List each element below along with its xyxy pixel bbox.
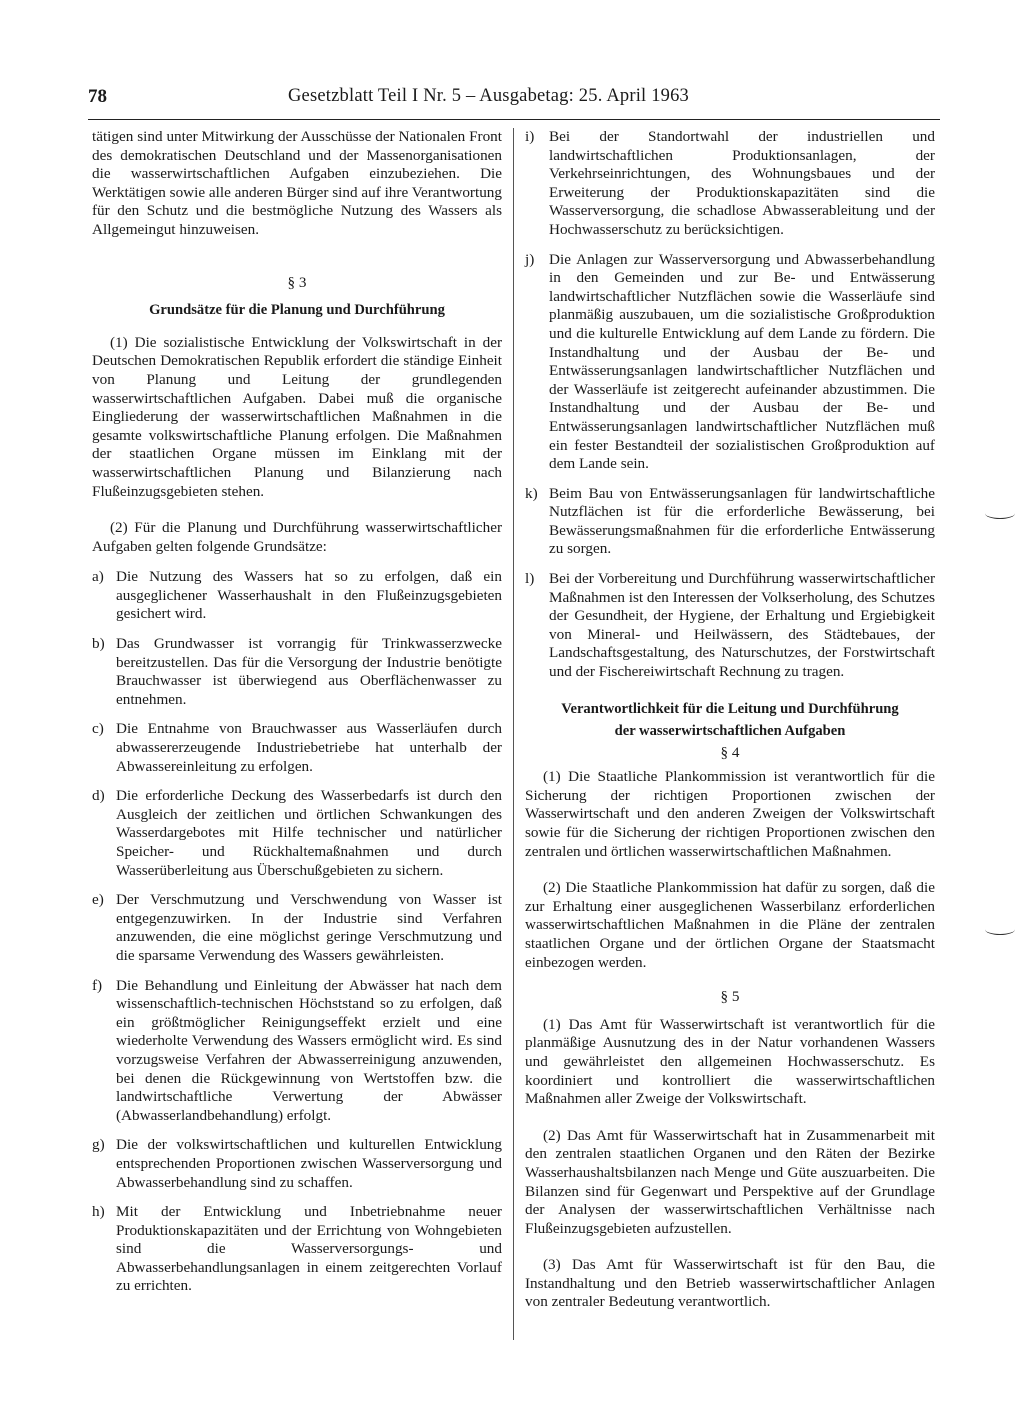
list-marker: e): [92, 891, 104, 909]
section-3-heading: Grundsätze für die Planung und Durchführung: [149, 302, 445, 319]
list-marker: f): [92, 976, 103, 994]
section-5-paragraph-1: (1) Das Amt für Wasserwirtschaft ist verantwortlich für die planmäßige Ausnutzung des in der Natur vorhandenen Wassers und gewährleistet den allgemeinen Hochwasserschutz. Es koordiniert und kontrolliert die wasserwirtschaftlichen Maßnahmen aller Zweige der Volkswirtschaft.: [525, 1015, 935, 1108]
list-item-text: Mit der Entwicklung und Inbetriebnahme neuer Produktionskapazitäten und der Errichtung von Wohngebieten sind die Wasserversorgungs- und Abwasserbehandlungsanlagen in einem zeitgerechten Vorlauf zu errichten.: [116, 1203, 502, 1295]
margin-mark: [985, 924, 1015, 935]
list-marker: b): [92, 635, 105, 653]
list-item-text: Die der volkswirtschaftlichen und kulturellen Entwicklung entsprechenden Proportionen zwischen Wasserversorgung und Abwasserbehandlung sind zu schaffen.: [116, 1136, 502, 1191]
margin-mark: [985, 508, 1015, 519]
list-item-i: [525, 128, 935, 240]
page-header: [88, 86, 940, 114]
list-marker: j): [525, 250, 535, 268]
section-4-number: § 4: [720, 743, 740, 761]
list-marker: c): [92, 720, 104, 738]
list-marker: i): [525, 128, 535, 145]
list-item-e: [92, 891, 502, 965]
section-5-number: § 5: [720, 988, 740, 1006]
section-5-paragraph-2: (2) Das Amt für Wasserwirtschaft hat in Zusammenarbeit mit den zentralen staatlichen Organen und den Räten der Bezirke Wasserhaushaltsbilanzen nach Menge und Güte auszuarbeiten. Die Bilanzen sind für Gegenwart und Perspektive auf der Grundlage der Analysen der wasserwirtschaftlichen Verhältnisse nach Flußeinzugsgebieten aufzustellen.: [525, 1126, 935, 1237]
list-item-b: [92, 635, 502, 709]
list-marker: k): [525, 484, 538, 502]
list-item-d: [92, 787, 502, 880]
list-item-text: Die erforderliche Deckung des Wasserbedarfs ist durch den Ausgleich der zeitlichen und örtlichen Schwankungen des Wasserdargebotes mit Hilfe technischer und natürlicher Speicher- und Rückhaltemaßnahmen und durch Wasserüberleitung aus Überschußgebieten zu sichern.: [116, 787, 502, 879]
list-marker: g): [92, 1136, 105, 1154]
list-marker: a): [92, 568, 104, 586]
list-item-text: Die Behandlung und Einleitung der Abwässer hat nach dem wissenschaftlich-technischen Höchststand so zu erfolgen, daß ein größtmöglicher Reinigungseffekt erzielt und eine wiederholte Verwendung des Wassers ermöglicht wird. Es sind vorzugsweise Verfahren der Abwasserreinigung anzuwenden, bei denen die Rückgewinnung von Wertstoffen bzw. die landwirtschaftliche Verwertung der Abwässer (Abwasserlandbehandlung) erfolgt.: [116, 976, 502, 1124]
section-3-paragraph-1: (1) Die sozialistische Entwicklung der Volkswirtschaft in der Deutschen Demokratischen Republik erfordert die ständige Einheit von Planung und Leitung der grundlegenden wasserwirtschaftlichen Aufgaben. Dabei muß die organische Eingliederung der wasserwirtschaftlichen Maßnahmen in die gesamte volkswirtschaftliche Planung erfolgen. Die Maßnahmen der staatlichen Organe müssen im Einklang mit der wasserwirtschaftlichen Planung und Bilanzierung nach Flußeinzugsgebieten stehen.: [92, 333, 502, 500]
section-3-paragraph-2: (2) Für die Planung und Durchführung wasserwirtschaftlicher Aufgaben gelten folgende Grundsätze:: [92, 519, 502, 555]
responsibility-heading-line-1: Verantwortlichkeit für die Leitung und Durchführung: [561, 700, 899, 717]
list-item-f: [92, 977, 502, 1126]
list-item-text: Die Nutzung des Wassers hat so zu erfolgen, daß ein ausgeglichener Wasserhaushalt in den Flußeinzugsgebieten gesichert wird.: [116, 568, 502, 623]
list-marker: h): [92, 1203, 105, 1221]
left-column: [92, 128, 502, 1296]
list-item-k: [525, 485, 935, 559]
list-marker: l): [525, 570, 535, 588]
responsibility-heading-line-2: der wasserwirtschaftlichen Aufgaben: [614, 722, 846, 739]
list-item-text: Bei der Standortwahl der industriellen und landwirtschaftlichen Produktionsanlagen, der Verkehrseinrichtungen, des Wohnungsbaues und der Erweiterung der Produktionskapazitäten sind die Wasserversorgung, die schadlose Abwasserableitung und der Hochwasserschutz zu berücksichtigen.: [549, 128, 935, 238]
page-number: 78: [88, 86, 107, 107]
section-5-paragraph-3: (3) Das Amt für Wasserwirtschaft ist für den Bau, die Instandhaltung und den Betrieb wasserwirtschaftlicher Anlagen von zentraler Bedeutung verantwortlich.: [525, 1256, 935, 1311]
intro-paragraph: tätigen sind unter Mitwirkung der Ausschüsse der Nationalen Front des demokratischen Deutschland und der Massenorganisationen die wasserwirtschaftlichen Aufgaben einzubeziehen. Die Werktätigen sowie alle anderen Bürger sind auf ihre Verantwortung für den Schutz und die bestmögliche Nutzung des Wassers als Allgemeingut hinzuweisen.: [92, 128, 502, 238]
right-column: [525, 128, 935, 1312]
list-item-h: [92, 1203, 502, 1296]
list-item-text: Beim Bau von Entwässerungsanlagen für landwirtschaftliche Nutzflächen ist für die erforderliche Bewässerung, bei Bewässerungsmaßnahmen für die erforderliche Entwässerung zu sorgen.: [549, 484, 935, 558]
list-item-text: Das Grundwasser ist vorrangig für Trinkwasserzwecke bereitzustellen. Das für die Versorgung der Industrie benötigte Brauchwasser ist überwiegend aus Oberflächenwasser zu entnehmen.: [116, 635, 502, 708]
header-title: Gesetzblatt Teil I Nr. 5 – Ausgabetag: 25. April 1963: [288, 86, 689, 106]
section-4-paragraph-1: (1) Die Staatliche Plankommission ist verantwortlich für die Sicherung der richtigen Proportionen zwischen der Wasserwirtschaft und den anderen Zweigen der Volkswirtschaft sowie für die Sicherung der richtigen Proportionen zwischen den zentralen und örtlichen wasserwirtschaftlichen Maßnahmen.: [525, 768, 935, 860]
list-item-j: [525, 251, 935, 474]
list-item-text: Die Entnahme von Brauchwasser aus Wasserläufen durch abwassererzeugende Industriebetriebe hat unterhalb der Abwassereinleitung zu erfolgen.: [116, 720, 502, 775]
section-3-number: § 3: [287, 273, 307, 291]
list-item-c: [92, 720, 502, 776]
list-item-text: Der Verschmutzung und Verschwendung von Wasser ist entgegenzuwirken. In der Industrie sind Verfahren anzuwenden, die eine möglichst geringe Verschmutzung und die sparsame Verwendung des Wassers gewährleisten.: [116, 891, 502, 964]
list-item-g: [92, 1136, 502, 1192]
list-item-text: Die Anlagen zur Wasserversorgung und Abwasserbehandlung in den Gemeinden und zur Be- und Entwässerung landwirtschaftlicher Nutzflächen sowie die Wasserläufe sind planmäßig auszubauen, um die sozialistische Großproduktion und die kulturelle Entwicklung auf dem Lande zu fördern. Die Instandhaltung und der Ausbau der Be- und Entwässerungsanlagen landwirtschaftlicher Nutzflächen und der Wasserläufe ist zeitgerecht aufeinander abzustimmen. Die Instandhaltung und der Ausbau der Be- und Entwässerungsanlagen landwirtschaftlicher Nutzflächen muß ein fester Bestandteil der sozialistischen Großproduktion auf dem Lande sein.: [549, 250, 935, 473]
header-rule: [88, 119, 940, 120]
list-item-text: Bei der Vorbereitung und Durchführung wasserwirtschaftlicher Maßnahmen ist den Interessen der Volkserholung, des Schutzes der Gesundheit, der Hygiene, der Erhaltung und Ergiebigkeit von Mineral- und Heilwässern, des Städtebaues, der Landschaftsgestaltung, des Naturschutzes, der Forstwirtschaft und der Fischereiwirtschaft Rechnung zu tragen.: [549, 570, 935, 681]
list-item-a: [92, 568, 502, 624]
section-4-paragraph-2: (2) Die Staatliche Plankommission hat dafür zu sorgen, daß die zur Erhaltung einer ausgeglichenen Wasserbilanz erforderlichen wasserwirtschaftlichen Maßnahmen in die Pläne der zentralen staatlichen Organe und der örtlichen Organe der Staatsmacht einbezogen werden.: [525, 879, 935, 971]
list-item-l: [525, 570, 935, 682]
column-divider: [513, 128, 514, 1340]
list-marker: d): [92, 787, 105, 805]
